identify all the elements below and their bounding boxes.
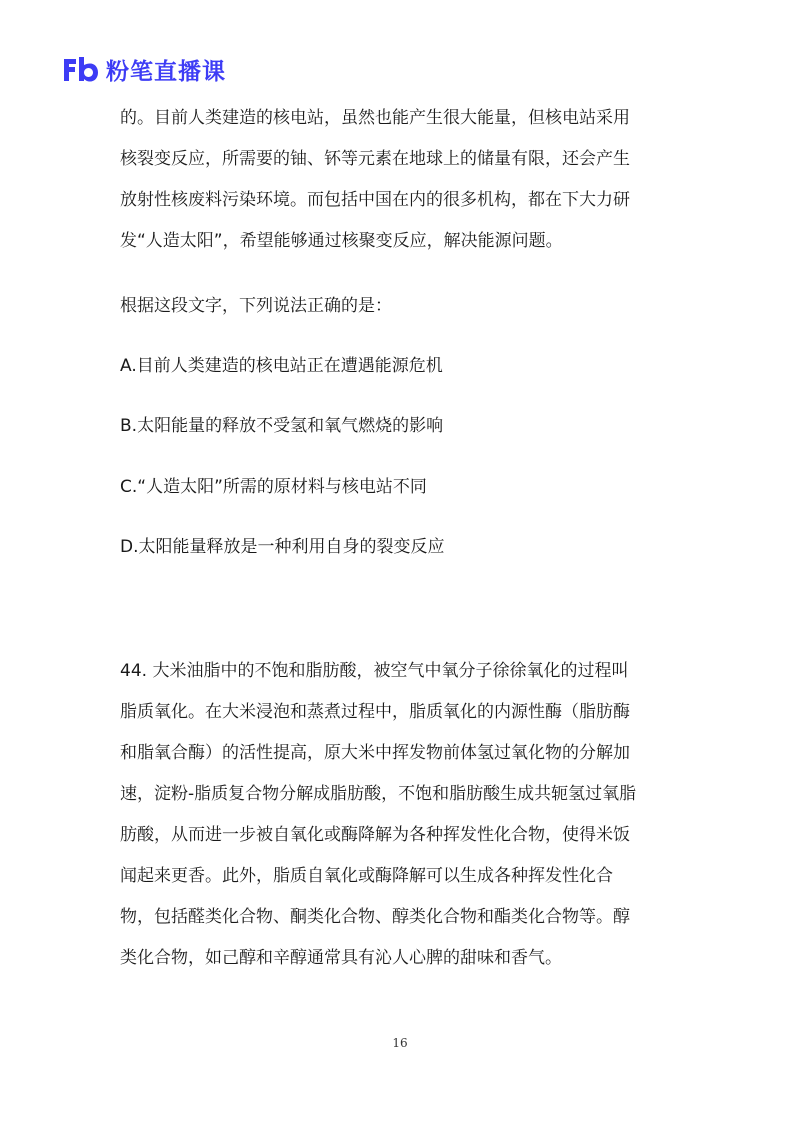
fb-logo-icon xyxy=(62,55,100,83)
question-44-line: 速，淀粉-脂质复合物分解成脂肪酸，不饱和脂肪酸生成共轭氢过氧脂 xyxy=(120,784,637,804)
page-number: 16 xyxy=(392,1036,408,1050)
question-44-line: 和脂氧合酶）的活性提高，原大米中挥发物前体氢过氧化物的分解加 xyxy=(120,743,630,763)
question-44-line: 肪酸，从而进一步被自氧化或酶降解为各种挥发性化合物，使得米饭 xyxy=(120,825,630,845)
passage-line: 发“人造太阳”，希望能够通过核聚变反应，解决能源问题。 xyxy=(120,231,563,251)
passage-line: 的。目前人类建造的核电站，虽然也能产生很大能量，但核电站采用 xyxy=(120,108,630,128)
option-a: A.目前人类建造的核电站正在遭遇能源危机 xyxy=(120,356,443,376)
option-b: B.太阳能量的释放不受氢和氧气燃烧的影响 xyxy=(120,416,444,436)
question-prompt: 根据这段文字，下列说法正确的是： xyxy=(120,296,392,316)
passage-line: 核裂变反应，所需要的铀、钚等元素在地球上的储量有限，还会产生 xyxy=(120,149,630,169)
option-d: D.太阳能量释放是一种利用自身的裂变反应 xyxy=(120,537,445,557)
passage-line: 放射性核废料污染环境。而包括中国在内的很多机构，都在下大力研 xyxy=(120,190,630,210)
question-44-line: 闻起来更香。此外，脂质自氧化或酶降解可以生成各种挥发性化合 xyxy=(120,866,613,886)
question-44-passage xyxy=(120,651,690,979)
option-c: C.“人造太阳”所需的原材料与核电站不同 xyxy=(120,477,427,497)
question-44-line: 类化合物，如己醇和辛醇通常具有沁人心脾的甜味和香气。 xyxy=(120,948,562,968)
brand-header xyxy=(62,52,226,86)
passage-paragraph xyxy=(120,98,690,262)
question-44-line: 脂质氧化。在大米浸泡和蒸煮过程中，脂质氧化的内源性酶（脂肪酶 xyxy=(120,702,630,722)
brand-name: 粉笔直播课 xyxy=(106,58,226,85)
question-44-line: 物，包括醛类化合物、酮类化合物、醇类化合物和酯类化合物等。醇 xyxy=(120,907,630,927)
question-44-line: 44. 大米油脂中的不饱和脂肪酸，被空气中氧分子徐徐氧化的过程叫 xyxy=(120,661,629,681)
passage-continued xyxy=(120,98,690,262)
